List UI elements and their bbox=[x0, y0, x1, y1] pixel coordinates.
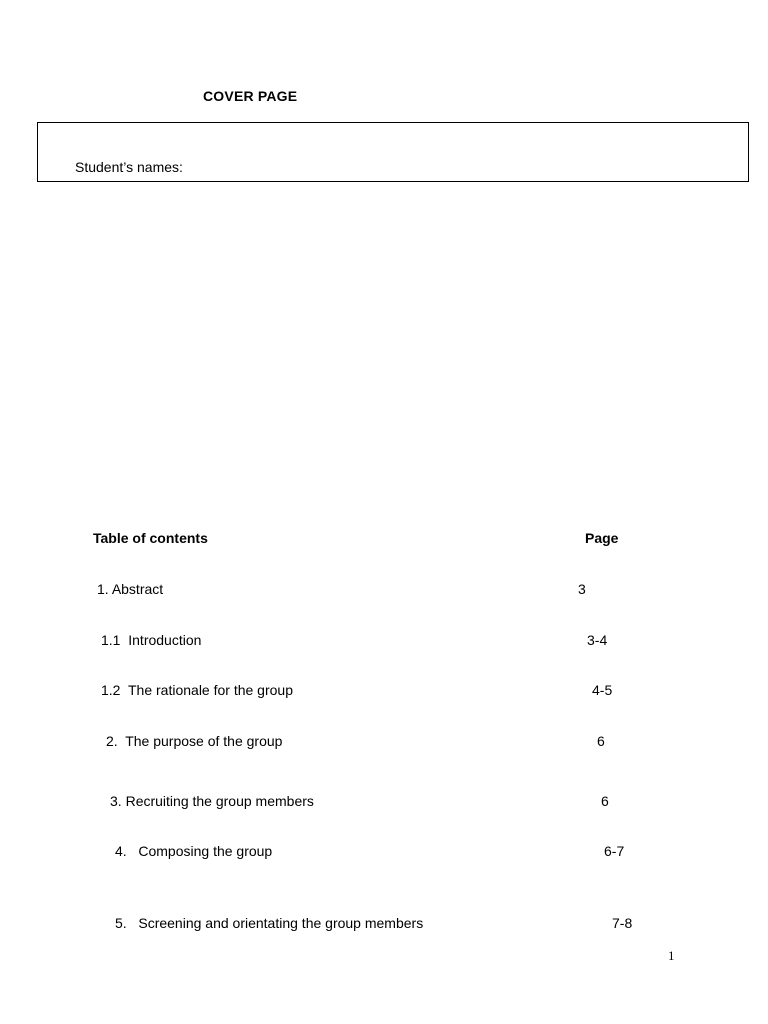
toc-entry-label: Screening and orientating the group members bbox=[138, 915, 424, 931]
toc-entry-page: 3 bbox=[578, 581, 586, 597]
student-names-label: Student’s names: bbox=[75, 159, 183, 175]
toc-entry-recruiting bbox=[110, 793, 314, 809]
toc-entry-number: 4. bbox=[115, 843, 127, 859]
toc-entry-label: Composing the group bbox=[138, 843, 273, 859]
toc-entry-introduction bbox=[101, 632, 201, 648]
toc-entry-label: The purpose of the group bbox=[125, 733, 283, 749]
toc-entry-page: 4-5 bbox=[592, 682, 613, 698]
toc-entry-abstract bbox=[97, 581, 163, 597]
toc-entry-page: 6 bbox=[597, 733, 605, 749]
toc-page-heading: Page bbox=[585, 530, 619, 546]
toc-entry-number: 2. bbox=[106, 733, 118, 749]
page-title: COVER PAGE bbox=[203, 88, 298, 104]
toc-entry-label: Abstract bbox=[111, 581, 164, 597]
toc-entry-label: The rationale for the group bbox=[128, 682, 293, 698]
toc-heading: Table of contents bbox=[93, 530, 208, 546]
toc-entry-number: 5. bbox=[115, 915, 127, 931]
toc-entry-rationale bbox=[101, 682, 293, 698]
page-number: 1 bbox=[668, 948, 675, 963]
student-names-box bbox=[37, 122, 749, 182]
toc-entry-label: Recruiting the group members bbox=[125, 793, 314, 809]
toc-entry-number: 3. bbox=[110, 793, 122, 809]
toc-entry-number: 1.1 bbox=[101, 632, 121, 648]
toc-entry-number: 1. bbox=[97, 581, 109, 597]
toc-entry-label: Introduction bbox=[128, 632, 202, 648]
toc-entry-composing bbox=[115, 843, 272, 859]
toc-entry-purpose bbox=[106, 733, 282, 749]
toc-entry-page: 3-4 bbox=[587, 632, 608, 648]
toc-entry-page: 6 bbox=[601, 793, 609, 809]
toc-entry-page: 6-7 bbox=[604, 843, 625, 859]
toc-entry-number: 1.2 bbox=[101, 682, 121, 698]
toc-entry-page: 7-8 bbox=[612, 915, 633, 931]
toc-entry-screening bbox=[115, 915, 423, 931]
